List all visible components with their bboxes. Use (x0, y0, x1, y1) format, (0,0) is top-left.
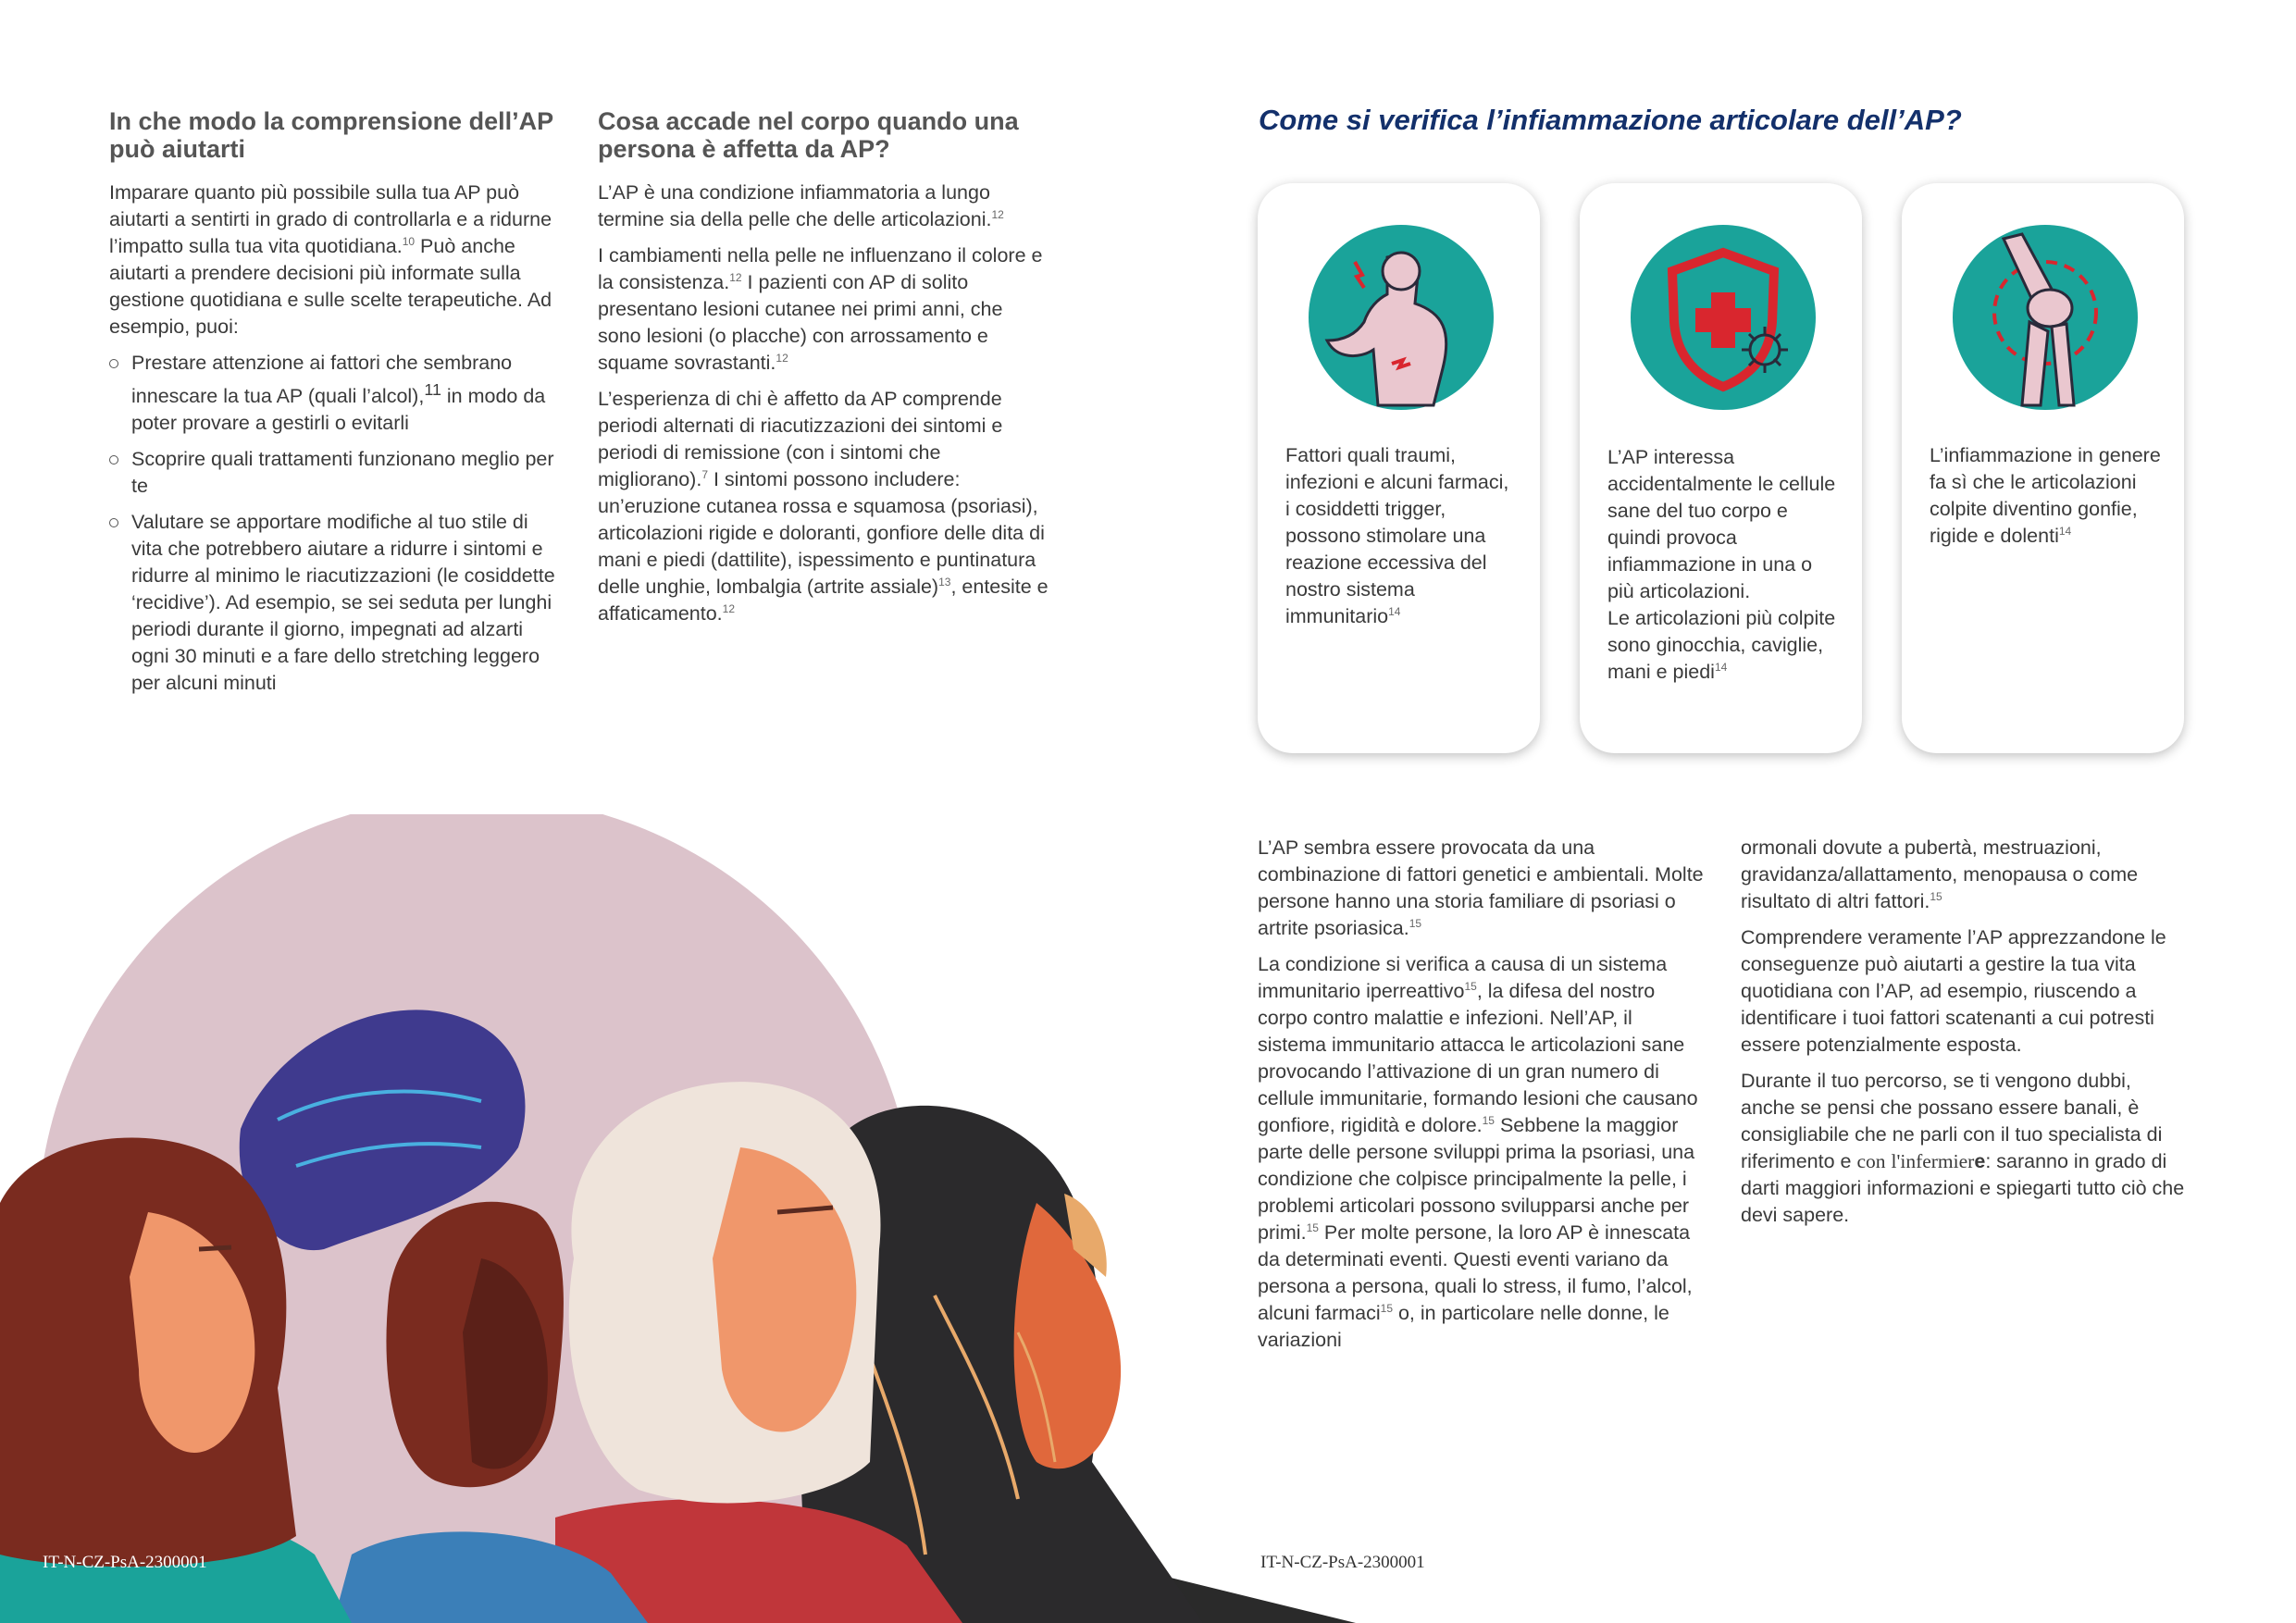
right-column-2 (1741, 835, 2185, 1238)
card-text: L’AP interessa accidentalmente le cellule sane del tuo corpo e quindi provoca infiammazione in una o più articolazioni. Le articolazioni più colpite sono ginocchia, caviglie, mani e piedi$^{14}$ (1607, 446, 1836, 683)
pain-person-icon (1304, 220, 1498, 415)
tips-list (109, 350, 563, 697)
inflamed-knee-icon (1948, 220, 2142, 415)
paragraph: I cambiamenti nella pelle ne influenzano il colore e la consistenza.$^{12}$ I pazienti con AP di solito presentano lesioni cutanee nei primi anni, che sono lesioni (o placche) con arrossamento e squame sovrastanti.$^{12}$ (598, 244, 1043, 374)
list-item: Prestare attenzione ai fattori che sembrano innescare la tua AP (quali l’alcol),$^{11}$ in modo da poter provare a gestirli o evitarli (109, 350, 563, 437)
info-card-inflammation (1902, 183, 2184, 753)
left-column-2 (598, 107, 1051, 637)
left-column-1 (109, 107, 563, 706)
card-text: Fattori quali traumi, infezioni e alcuni farmaci, i cosiddetti trigger, possono stimolare una reazione eccessiva del nostro sistema immunitario$^{14}$ (1285, 444, 1509, 627)
paragraph: La condizione si verifica a causa di un sistema immunitario iperreattivo$^{15}$, la difesa del nostro corpo contro malattie e infezioni. Nell’AP, il sistema immunitario attacca le articolazioni sane provocando l’attivazione di un gran numero di cellule immunitarie, formando lesioni che causano gonfiore, rigidità e dolore.$^{15}$ Sebbene la maggior parte delle persone sviluppi prima la psoriasi, una condizione che colpisce principalmente la pelle, i problemi articolari possono svilupparsi anche per primi.$^{15}$ Per molte persone, la loro AP è innescata da determinati eventi. Questi eventi variano da persona a persona, quali lo stress, il fumo, l’alcol, alcuni farmaci$^{15}$ o, in particolare nelle donne, le variazioni (1258, 953, 1698, 1351)
women-illustration (0, 814, 1356, 1623)
paragraph: L’esperienza di chi è affetto da AP comprende periodi alternati di riacutizzazioni dei sintomi e periodi di remissione (con i sintomi che migliorano).$^7$ I sintomi possono includere: un’eruzione cutanea rossa e squamosa (psoriasi), articolazioni rigide e doloranti, gonfiore delle dita di mani e piedi (dattilite), ispessimento e puntinatura delle unghie, lombalgia (artrite assiale)$^{13}$, entesite e affaticamento.$^{12}$ (598, 388, 1049, 625)
list-item: Scoprire quali trattamenti funzionano meglio per te (109, 446, 563, 500)
footer-code-left: IT-N-CZ-PsA-2300001 (43, 1553, 207, 1572)
paragraph: Comprendere veramente l’AP apprezzandone le conseguenze può aiutarti a gestire la tua vita quotidiana con l’AP, ad esempio, riuscendo a identificare i tuoi fattori scatenanti a cui potresti essere potenzialmente esposta. (1741, 926, 2166, 1056)
info-card-immune (1580, 183, 1862, 753)
heading-body: Cosa accade nel corpo quando una persona è affetta da AP? (598, 107, 1019, 163)
paragraph: L’AP sembra essere provocata da una combinazione di fattori genetici e ambientali. Molte persone hanno una storia familiare di psoriasi o artrite psoriasica.$^{15}$ (1258, 836, 1704, 939)
paragraph: ormonali dovute a pubertà, mestruazioni, gravidanza/allattamento, menopausa o come risultato di altri fattori.$^{15}$ (1741, 836, 2139, 912)
heading-understanding: In che modo la comprensione dell’AP può aiutarti (109, 107, 553, 163)
paragraph: L’AP è una condizione infiammatoria a lungo termine sia della pelle che delle articolazioni.$^{12}$ (598, 181, 1004, 230)
intro-paragraph: Imparare quanto più possibile sulla tua AP può aiutarti a sentirti in grado di controllarla e a ridurne l’impatto sulla tua vita quotidiana.$^{10}$ Può anche aiutarti a prendere decisioni più informate sulla gestione quotidiana e sulle scelte terapeutiche. Ad esempio, puoi: (109, 181, 552, 338)
right-page-title: Come si verifica l’infiammazione articolare dell’AP? (1259, 104, 1962, 136)
card-text: L’infiammazione in genere fa sì che le articolazioni colpite diventino gonfie, rigide e dolenti$^{14}$ (1930, 444, 2161, 547)
footer-code-right: IT-N-CZ-PsA-2300001 (1260, 1553, 1425, 1572)
paragraph: Durante il tuo percorso, se ti vengono dubbi, anche se pensi che possano essere banali, è consigliabile che ne parli con il tuo specialista di riferimento e con l'infermiere: saranno in grado di darti maggiori informazioni e spiegarti tutto ciò che devi sapere. (1741, 1070, 2185, 1226)
info-card-triggers (1258, 183, 1540, 753)
right-column-1 (1258, 835, 1704, 1363)
shield-virus-icon (1626, 220, 1820, 415)
list-item: Valutare se apportare modifiche al tuo stile di vita che potrebbero aiutare a ridurre i sintomi e ridurre al minimo le riacutizzazioni (le cosiddette ‘recidive’). Ad esempio, se sei seduta per lunghi periodi durante il giorno, impegnati ad alzarti ogni 30 minuti e a fare dello stretching leggero per alcuni minuti (109, 509, 563, 697)
